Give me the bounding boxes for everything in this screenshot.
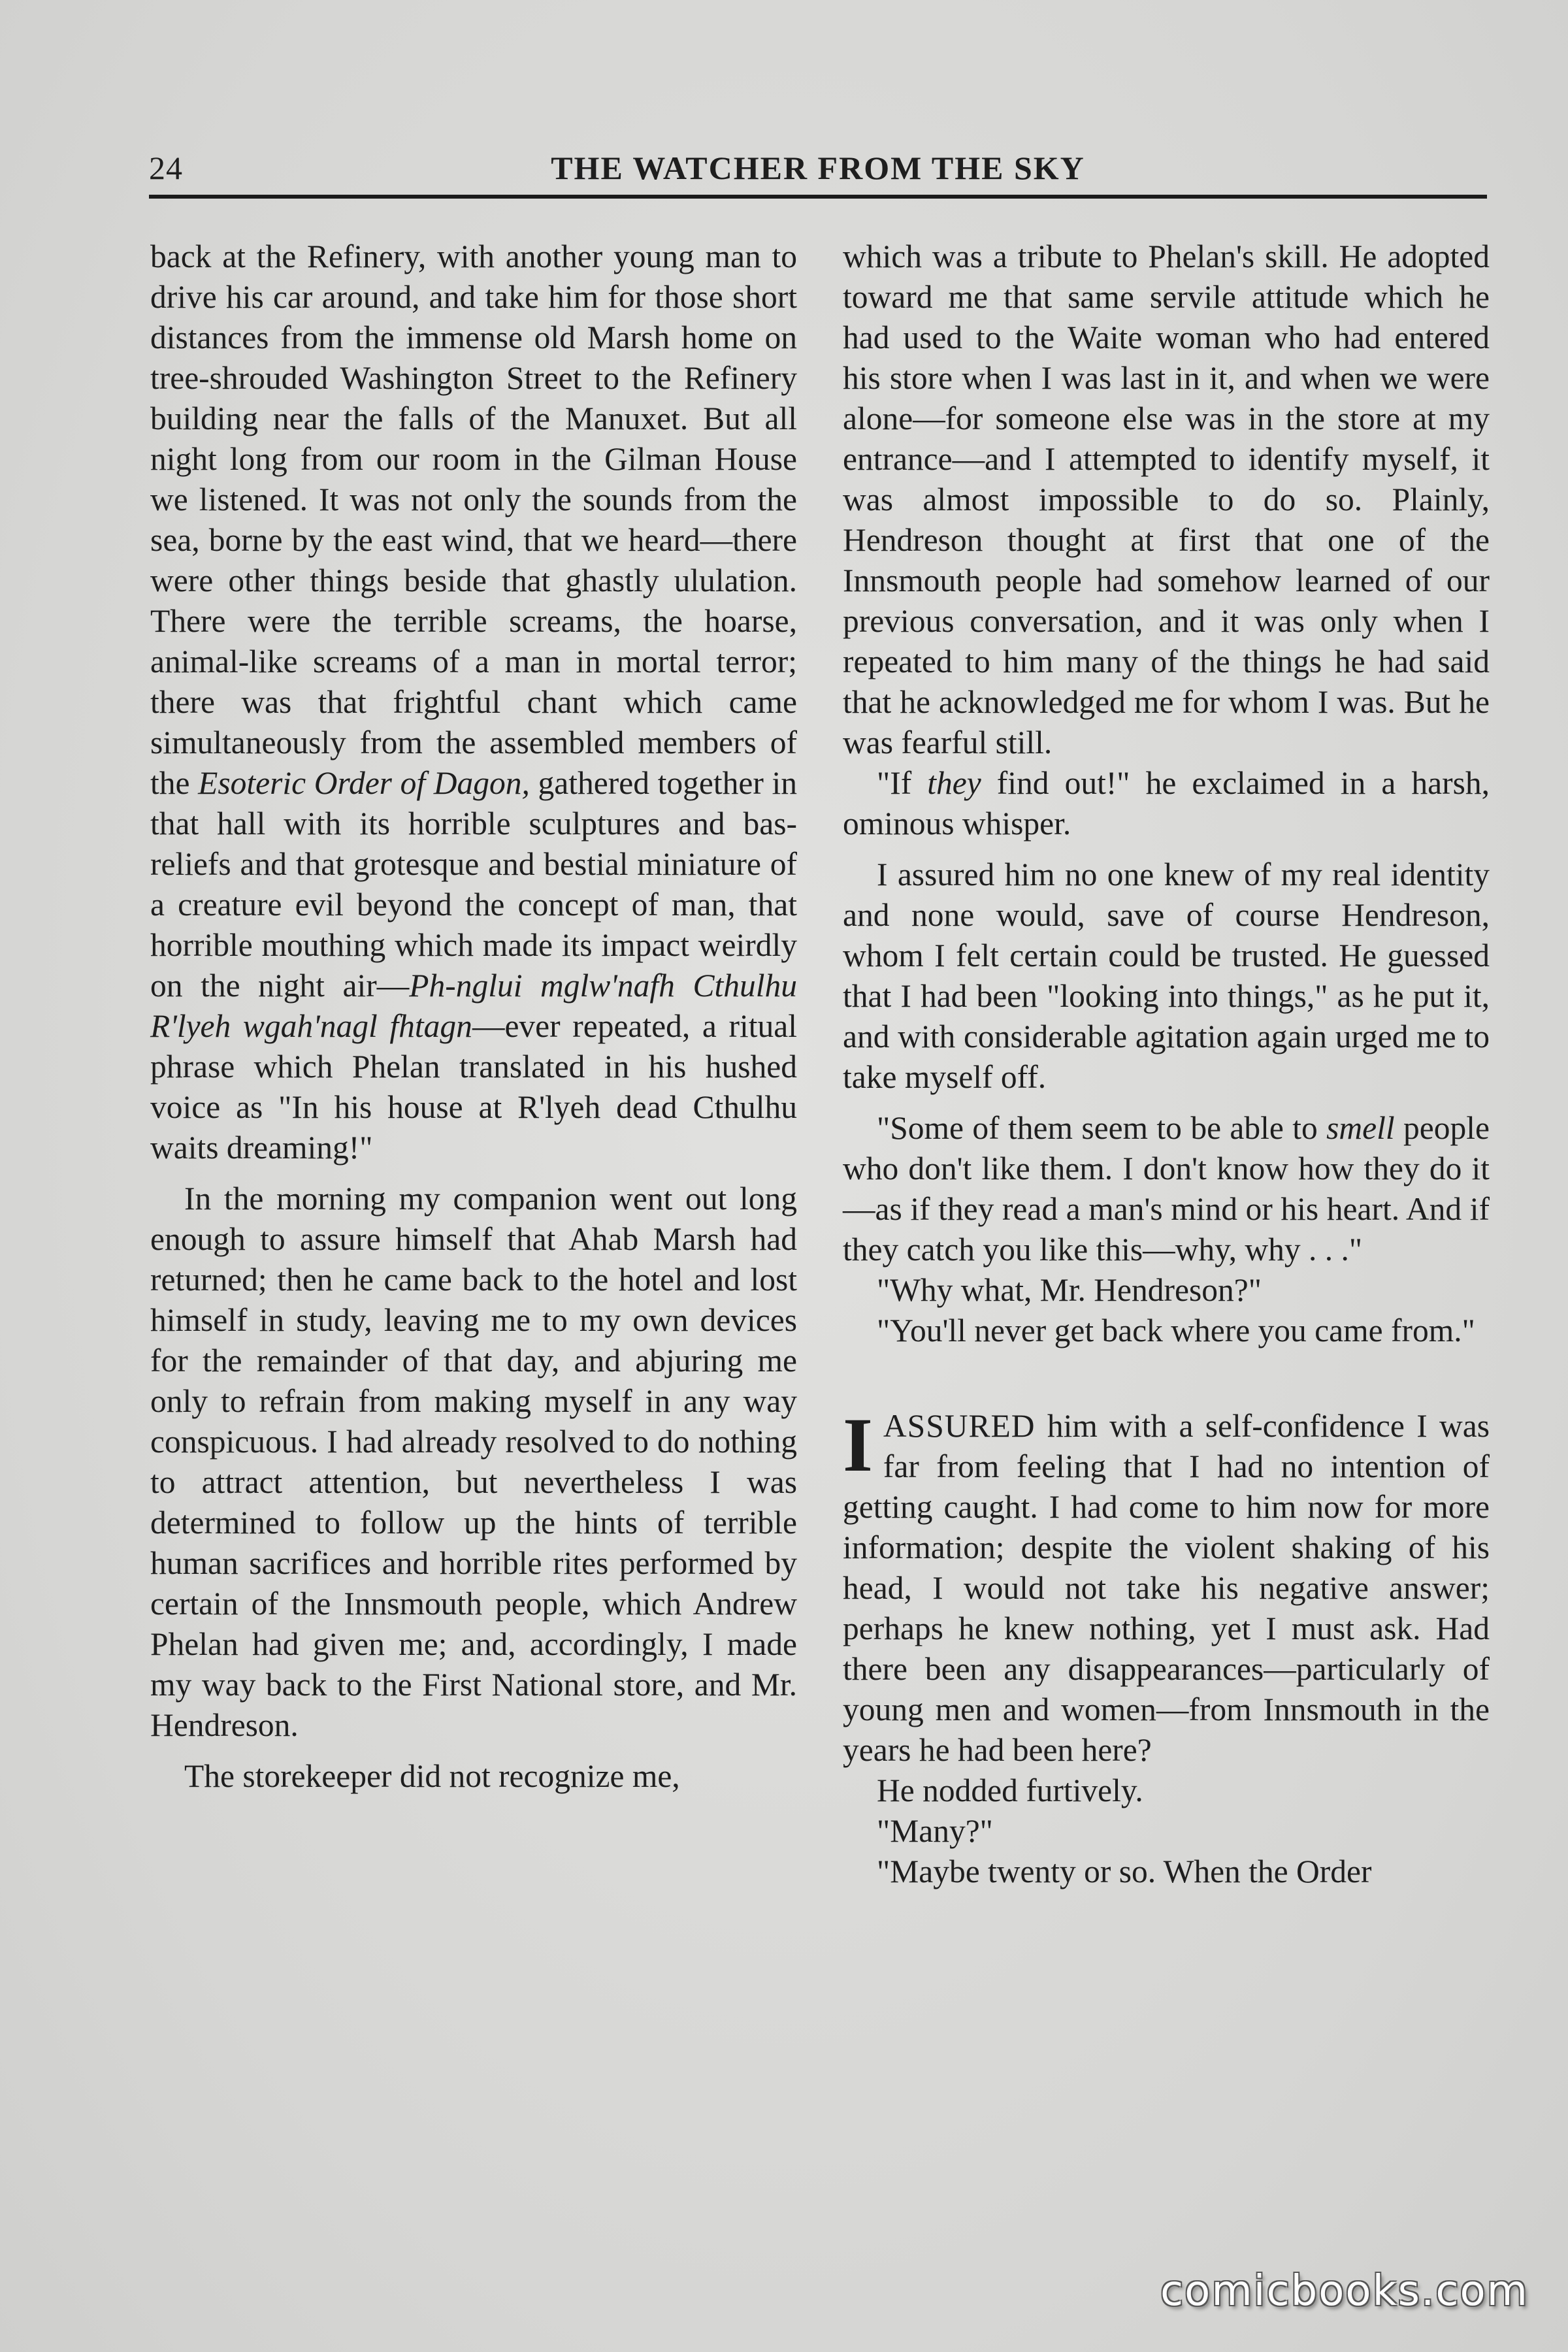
text-run: gathered together in that hall with its horrible sculptures and bas-reliefs and that grotesque and bestial miniature of a creature evil beyond the concept of man, that horrible mouthing which made its impact weirdly on the night air— [150,765,797,1004]
italic-text: they [927,765,981,801]
italic-text: Ph-nglui mglw'nafh Cthulhu R'lyeh wgah'nagl fhtagn [150,968,798,1044]
paragraph: He nodded furtively. [877,1772,1143,1808]
paragraph: "You'll never get back where you came from." [877,1313,1475,1348]
header-rule [149,195,1487,199]
paragraph [843,763,1490,844]
running-title: THE WATCHER FROM THE SKY [551,150,1085,186]
paragraph: which was a tribute to Phelan's skill. He adopted toward me that same servile attitude which he had used to the Waite woman who had entered his store when I was last in it, and when we were alone—for someone else was in the store at my entrance—and I attempted to identify myself, it was almost impossible to do so. Plainly, Hendreson thought at first that one of the Innsmouth people had somehow learned of our previous conversation, and it was only when I repeated to him many of the things he had said that he acknowledged me for whom I was. But he was fearful still. [843,238,1490,760]
left-column [150,237,797,1797]
italic-text: Esoteric Order of Dagon, [198,765,530,801]
paragraph: The storekeeper did not recognize me, [184,1758,680,1794]
page-number: 24 [149,150,183,186]
text-run: find out!" he exclaimed in a harsh, ominous whisper. [843,765,1490,841]
section-paragraph [843,1402,1490,1771]
text-run: —ever repeated, a ritual phrase which Phelan translated in his hushed voice as "In his house at R'lyeh dead Cthulhu waits dreaming!" [150,1008,797,1166]
right-column [843,237,1490,1892]
italic-text: smell [1326,1110,1395,1146]
paragraph: In the morning my companion went out long enough to assure himself that Ahab Marsh had returned; then he came back to the hotel and lost himself in study, leaving me to my own devices for the remainder of that day, and abjuring me only to refrain from making myself in any way conspicuous. I had already resolved to do nothing to attract attention, but nevertheless I was determined to follow up the hints of terrible human sacrifices and horrible rites performed by certain of the Innsmouth people, which Andrew Phelan had given me; and, accordingly, I made my way back to the First National store, and Mr. Hendreson. [150,1181,797,1743]
paragraph: "Maybe twenty or so. When the Order [877,1854,1372,1889]
watermark: comicbooks.com [1160,2267,1529,2315]
drop-cap: I [843,1402,873,1488]
small-caps-text: ASSURED [883,1408,1036,1444]
paragraph [843,1108,1490,1270]
page-header [149,142,1487,195]
paragraph: "Many?" [877,1813,993,1849]
paragraph: I assured him no one knew of my real identity and none would, save of course Hendreson, whom I felt certain could be trusted. He guessed that I had been "looking into things," as he put it, and with considerable agitation again urged me to take myself off. [843,857,1490,1095]
text-run: people who don't like them. I don't know how they do it—as if they read a man's mind or his heart. And if they catch you like this—why, why . . ." [843,1110,1490,1267]
text-run: "If [877,765,928,801]
text-run: back at the Refinery, with another young man to drive his car around, and take him for those short distances from the immense old Marsh home on tree-shrouded Washington Street to the Refinery building near the falls of the Manuxet. But all night long from our room in the Gilman House we listened. It was not only the sounds from the sea, borne by the east wind, that we heard—there were other things beside that ghastly ululation. There were the terrible screams, the hoarse, animal-like screams of a man in mortal terror; there was that frightful chant which came simultaneously from the assembled members of the [150,238,797,801]
text-run: him with a self-confidence I was far from feeling that I had no intention of getting caught. I had come to him now for more information; despite the violent shaking of his head, I would not take his negative answer; perhaps he knew nothing, yet I must ask. Had there been any disappearances—particularly of young men and women—from Innsmouth in the years he had been here? [843,1408,1490,1768]
text-run: "Some of them seem to be able to [877,1110,1327,1146]
paragraph: "Why what, Mr. Hendreson?" [877,1272,1262,1308]
paragraph [150,237,797,1168]
